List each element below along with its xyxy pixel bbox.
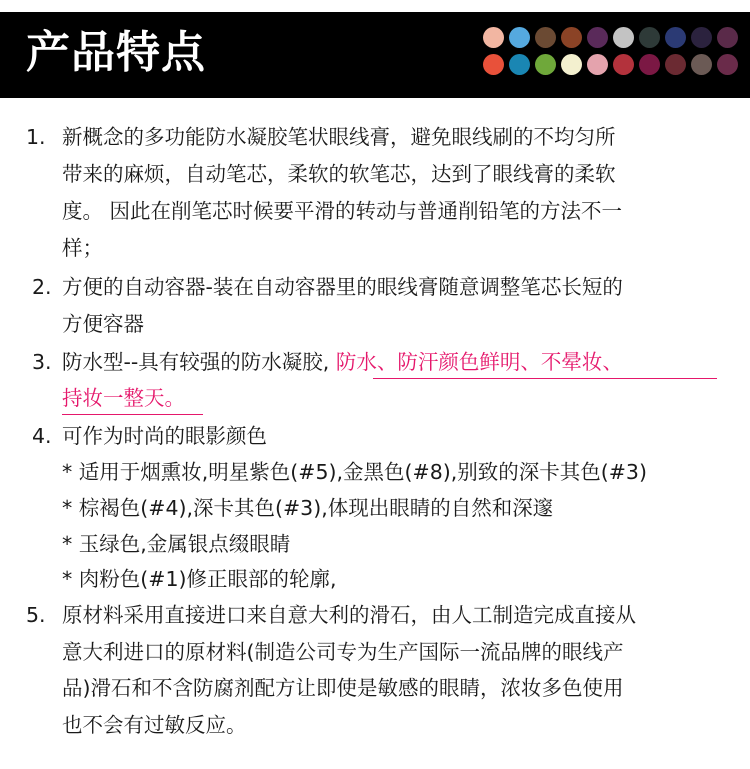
color-swatch [587,27,608,48]
item-text-line: 新概念的多功能防水凝胶笔状眼线膏，避免眼线刷的不均匀所 [62,125,616,149]
item-text-line: 方便容器 [62,312,144,336]
sub-item: * 棕褐色(#4),深卡其色(#3),体现出眼睛的自然和深邃 [62,496,554,520]
color-swatch [561,27,582,48]
item-text-plain: 防水型--具有较强的防水凝胶, [62,350,330,374]
header-banner [0,12,750,98]
color-swatch [639,27,660,48]
item-text-line [62,346,623,378]
color-swatch [535,54,556,75]
item-text-line: 样； [62,236,103,260]
item-heading: 可作为时尚的眼影颜色 [62,424,267,448]
color-swatch [665,27,686,48]
highlight-underline [373,378,717,379]
item-number: 5. [26,603,46,627]
color-swatch-grid [483,27,739,76]
color-swatch [561,54,582,75]
highlight-text: 持妆一整天。 [62,386,185,410]
color-swatch [613,54,634,75]
color-swatch [483,54,504,75]
sub-item: * 玉绿色,金属银点缀眼睛 [62,532,291,556]
color-swatch [613,27,634,48]
color-swatch [665,54,686,75]
item-text-line: 意大利进口的原材料(制造公司专为生产国际一流品牌的眼线产 [62,640,624,664]
item-number: 3. [32,350,52,374]
item-number: 1. [26,125,46,149]
highlight-text: 防水、防汗颜色鲜明、不晕妆、 [329,350,623,374]
color-swatch [509,54,530,75]
highlight-underline [62,414,203,415]
sub-item: * 适用于烟熏妆,明星紫色(#5),金黑色(#8),别致的深卡其色(#3) [62,460,647,484]
color-swatch [717,54,738,75]
item-number: 4. [32,424,52,448]
item-text-line: 方便的自动容器-装在自动容器里的眼线膏随意调整笔芯长短的 [62,275,623,299]
color-swatch [691,27,712,48]
color-swatch [639,54,660,75]
item-text-line: 品)滑石和不含防腐剂配方让即使是敏感的眼睛，浓妆多色使用 [62,676,624,700]
color-swatch [717,27,738,48]
item-text-line: 带来的麻烦，自动笔芯，柔软的软笔芯，达到了眼线膏的柔软 [62,162,616,186]
color-swatch [535,27,556,48]
color-swatch [587,54,608,75]
sub-item: * 肉粉色(#1)修正眼部的轮廓, [62,567,337,591]
item-number: 2. [32,275,52,299]
page-title: 产品特点 [26,27,206,78]
item-text-line: 也不会有过敏反应。 [62,713,247,737]
item-text-line: 度。 因此在削笔芯时候要平滑的转动与普通削铅笔的方法不一 [62,199,623,223]
color-swatch [691,54,712,75]
color-swatch [483,27,504,48]
color-swatch [509,27,530,48]
item-text-line: 原材料采用直接进口来自意大利的滑石，由人工制造完成直接从 [62,603,636,627]
